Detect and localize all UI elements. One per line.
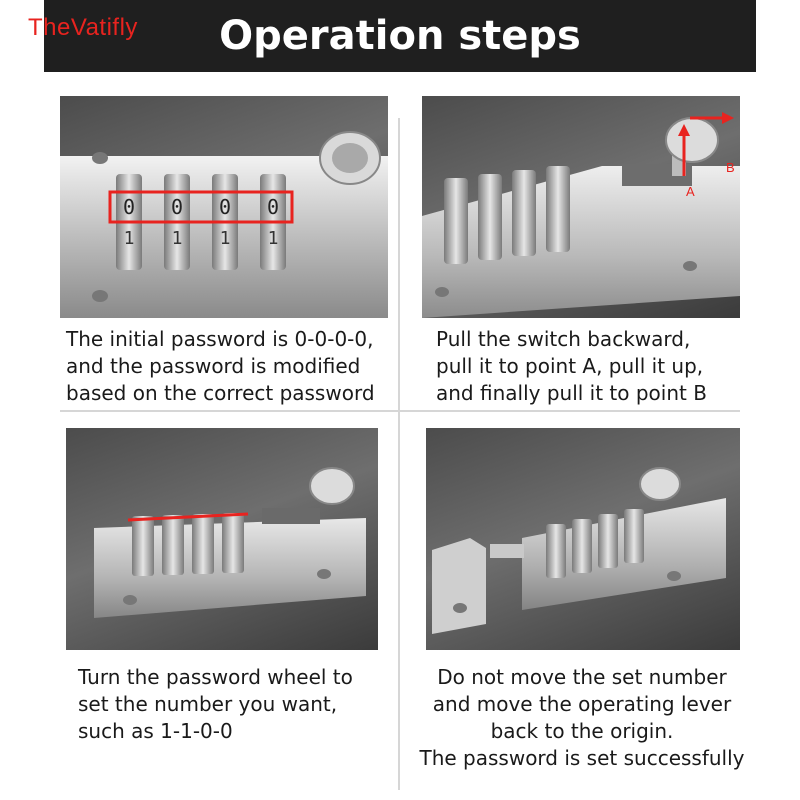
step-2-caption: [436, 326, 707, 407]
wheel-digit: 1: [171, 228, 183, 249]
caption-line: The password is set successfully: [419, 746, 745, 770]
caption-line: and the password is modified: [66, 354, 361, 378]
caption-line: Turn the password wheel to: [78, 665, 353, 689]
caption-line: back to the origin.: [490, 719, 674, 743]
wheel-digit: 1: [219, 228, 231, 249]
wheel-digit: 1: [123, 228, 135, 249]
step-1-photo: [60, 96, 388, 318]
step-1-caption: [66, 326, 375, 407]
caption-line: Do not move the set number: [437, 665, 727, 689]
vertical-divider: [398, 118, 400, 790]
step-3-photo: [66, 428, 378, 650]
caption-line: Pull the switch backward,: [436, 327, 691, 351]
title-banner: [44, 0, 756, 72]
caption-line: set the number you want,: [78, 692, 338, 716]
caption-line: pull it to point A, pull it up,: [436, 354, 704, 378]
step-4-caption: [412, 664, 752, 772]
step-2-photo: [422, 96, 740, 318]
horizontal-divider: [60, 410, 740, 412]
caption-line: based on the correct password: [66, 381, 375, 405]
caption-line: and move the operating lever: [432, 692, 732, 716]
wheel-digit: 0: [170, 195, 184, 219]
marker-b-label: B: [726, 160, 735, 175]
page-title: Operation steps: [219, 13, 581, 59]
wheel-digit: 0: [218, 195, 232, 219]
step-3-caption: [78, 664, 353, 745]
lock-illustration-1: [60, 96, 388, 318]
caption-line: and finally pull it to point B: [436, 381, 707, 405]
watermark: TheVatifly: [28, 14, 138, 41]
caption-line: such as 1-1-0-0: [78, 719, 233, 743]
wheel-digit: 0: [122, 195, 136, 219]
marker-a-label: A: [686, 184, 695, 199]
step-4-photo: [426, 428, 740, 650]
caption-line: The initial password is 0-0-0-0,: [66, 327, 374, 351]
wheel-digit: 0: [266, 195, 280, 219]
wheel-digit: 1: [267, 228, 279, 249]
